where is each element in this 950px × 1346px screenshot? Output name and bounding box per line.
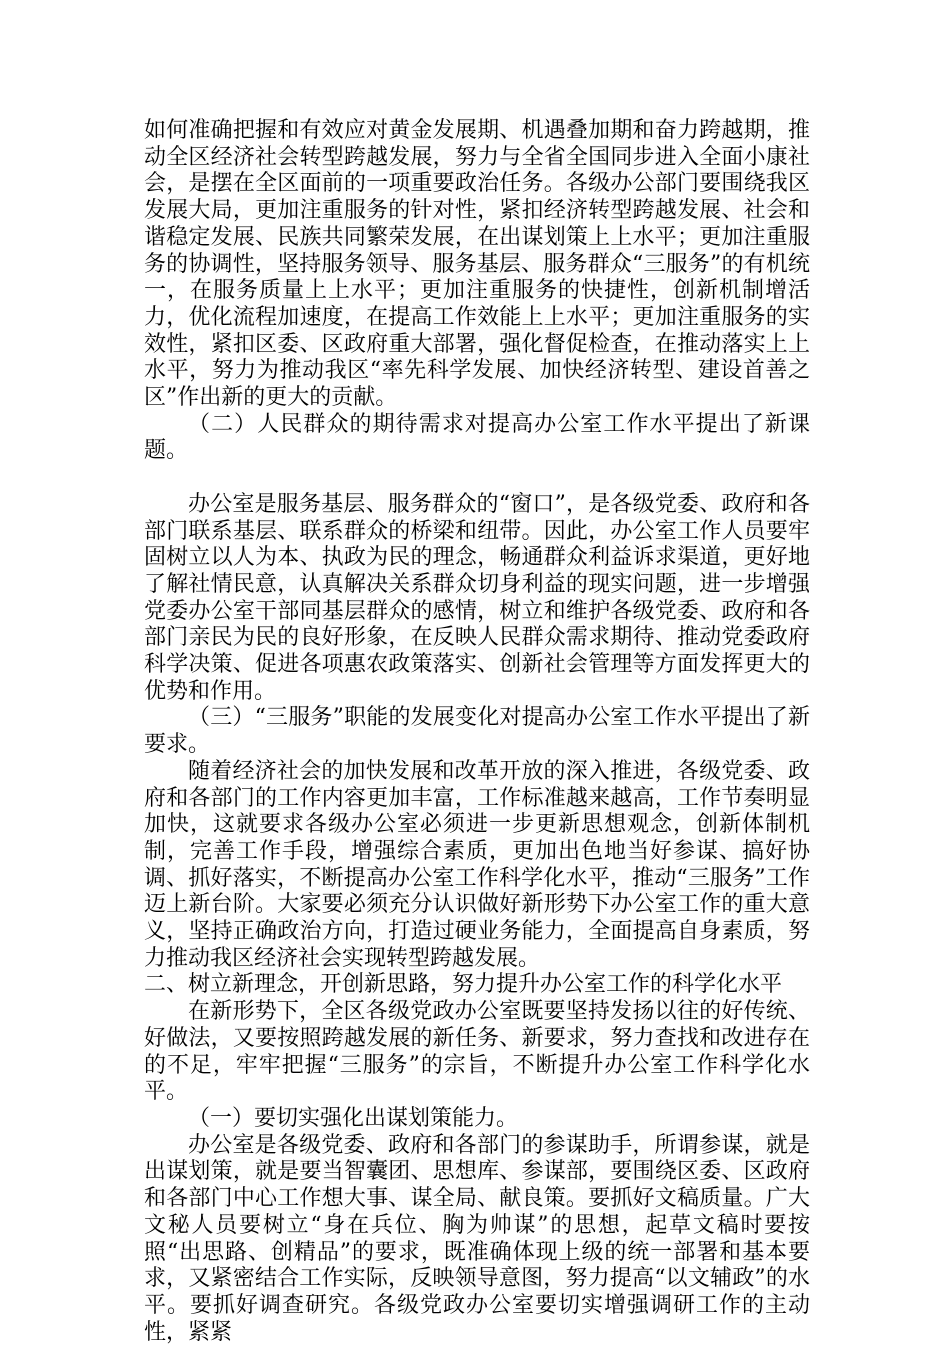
subheading-people-expectations: （二）人民群众的期待需求对提高办公室工作水平提出了新课题。 bbox=[144, 411, 810, 464]
paragraph-staff-advisor: 办公室是各级党委、政府和各部门的参谋助手，所谓参谋，就是出谋划策，就是要当智囊团、思想库、参谋部，要围绕区委、区政府和各部门中心工作想大事、谋全局、献良策。要抓好文稿质量。广大文秘人员要树立“身在兵位、胸为帅谋”的思想，起草文稿时要按照“出思路、创精品”的要求，既准确体现上级的统一部署和基本要求，又紧密结合工作实际，反映领导意图，努力提高“以文辅政”的水平。要抓好调查研究。各级党政办公室要切实增强调研工作的主动性，紧紧 bbox=[144, 1132, 810, 1345]
paragraph-gap bbox=[144, 465, 810, 492]
subheading-three-services: （三）“三服务”职能的发展变化对提高办公室工作水平提出了新要求。 bbox=[144, 705, 810, 758]
section-heading-new-ideas: 二、树立新理念，开创新思路，努力提升办公室工作的科学化水平 bbox=[144, 972, 783, 998]
paragraph-development-opportunity: 如何准确把握和有效应对黄金发展期、机遇叠加期和奋力跨越期，推动全区经济社会转型跨越发展，努力与全省全国同步进入全面小康社会，是摆在全区面前的一项重要政治任务。各级办公部门要围绕我区发展大局，更加注重服务的针对性，紧扣经济转型跨越发展、社会和谐稳定发展、民族共同繁荣发展，在出谋划策上上水平；更加注重服务的协调性，坚持服务领导、服务基层、服务群众“三服务”的有机统一，在服务质量上上水平；更加注重服务的快捷性，创新机制增活力，优化流程加速度，在提高工作效能上上水平；更加注重服务的实效性，紧扣区委、区政府重大部署，强化督促检查，在推动落实上上水平，努力为推动我区“率先科学发展、加快经济转型、建设首善之区”作出新的更大的贡献。 bbox=[144, 118, 810, 411]
paragraph-new-situation: 在新形势下，全区各级党政办公室既要坚持发扬以往的好传统、好做法，又要按照跨越发展的新任务、新要求，努力查找和改进存在的不足，牢牢把握“三服务”的宗旨，不断提升办公室工作科学化水平。 bbox=[144, 999, 810, 1105]
paragraph-office-window: 办公室是服务基层、服务群众的“窗口”，是各级党委、政府和各部门联系基层、联系群众的桥梁和纽带。因此，办公室工作人员要牢固树立以人为本、执政为民的理念，畅通群众利益诉求渠道，更好地了解社情民意，认真解决关系群众切身利益的现实问题，进一步增强党委办公室干部同基层群众的感情，树立和维护各级党委、政府和各部门亲民为民的良好形象，在反映人民群众需求期待、推动党委政府科学决策、促进各项惠农政策落实、创新社会管理等方面发挥更大的优势和作用。 bbox=[144, 491, 810, 704]
paragraph-economic-development: 随着经济社会的加快发展和改革开放的深入推进，各级党委、政府和各部门的工作内容更加丰富，工作标准越来越高，工作节奏明显加快，这就要求各级办公室必须进一步更新思想观念，创新体制机制，完善工作手段，增强综合素质，更加出色地当好参谋、搞好协调、抓好落实，不断提高办公室工作科学化水平，推动“三服务”工作迈上新台阶。大家要必须充分认识做好新形势下办公室工作的重大意义，坚持正确政治方向，打造过硬业务能力，全面提高自身素质，努力推动我区经济社会实现转型跨越发展。 bbox=[144, 758, 810, 971]
subheading-strategy-ability: （一）要切实强化出谋划策能力。 bbox=[188, 1106, 519, 1131]
document-page bbox=[144, 118, 810, 1346]
